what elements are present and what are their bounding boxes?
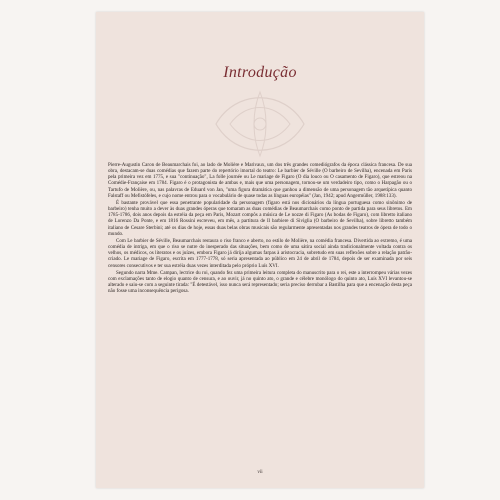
paragraph: Segundo narra Mme. Campan, lectrice du roi, quando fez uma primeira leitura completa do manuscrito para o rei, este a interrompeu várias vezes com exclamações tanto de elogio quanto de censura, e ao ouvir, já no quinto ato, o grande e célebre monólogo do quinto ato, Luís XVI levantou-se alterado e saiu-se com a seguinte tirada: "É detestável, isso nunca será representado; seria preciso derrubar a Bastilha para que a encenação desta peça não fosse uma inconsequência perigosa. <box>108 269 412 295</box>
paragraph: Pierre-Augustin Caron de Beaumarchais foi, ao lado de Molière e Marivaux, um dos três grandes comediógrafos da época clássica francesa. De sua obra, destacam-se duas comédias que fazem parte do repertório imortal do teatro: Le barbier de Séville (O barbeiro de Sevilha), encenada em Paris pela primeira vez em 1775, e sua "continuação", La folle journée ou Le mariage de Figaro (O dia louco ou O casamento de Figaro), que estreou na Comédie-Française em 1784. Figaro é o protagonista de ambas e, mais que uma personagem, tornou-se um verdadeiro tipo, como o Harpagão ou o Tartufo de Molière, ou, nas palavras de Eduard von Jan, "uma figura dramática que ganhou a dimensão de uma personagem tão arquetípica quanto Falstaff ou Mefistófeles, e cujo nome entrou para o vocabulário de quase todas as línguas européias" (Jan, 1942; apud Angermüller, 1988:133). <box>108 162 412 199</box>
page-number: vii <box>257 470 263 475</box>
page-title: Introdução <box>223 64 297 81</box>
ornament-flourish-icon <box>206 84 314 162</box>
document-page <box>96 12 424 488</box>
paragraph: É bastante provável que essa penetrante popularidade da personagem (figaro está nos dicionários da língua portuguesa como sinônimo de barbeiro) tenha muito a dever às duas grandes óperas que tomaram as duas comédias de Beaumarchais como ponto de partida para seus libretos. Em 1785-1786, dois anos depois da estréia da peça em Paris, Mozart compôs a música de Le nozze di Figaro (As bodas de Figaro), com libretto italiano de Lorenzo Da Ponte, e em 1816 Rossini escreveu, em mês, a partitura de Il barbiere di Siviglia (O barbeiro de Sevilha), sobre libretto também italiano de Cesare Sterbini; até os dias de hoje, essas duas belas obras musicais são regularmente apresentadas nos grandes teatros de ópera de todo o mundo. <box>108 199 412 237</box>
paragraph: Com Le barbier de Séville, Beaumarchais restaura o riso franco e aberto, no estilo de Molière, na comédia francesa. Divertida ao extremo, é uma comédia de intriga, em que o riso se nutre do inesperado das situações, bem como de uma sátira social ainda tradicionalmente voltada contra os velhos, os médicos, os literatos e os juízes, embora Figaro já dirija algumas farpas à aristocracia, sobretudo em suas reflexões sobre a relação patrão-criado. Le mariage de Figaro, escrita em 1777-1778, só seria apresentada ao público em 24 de abril de 1784, depois de ser examinada por seis censores consecutivos e ter sua estréia duas vezes interditada pelo próprio Luís XVI. <box>108 237 412 269</box>
body-text <box>108 162 412 295</box>
